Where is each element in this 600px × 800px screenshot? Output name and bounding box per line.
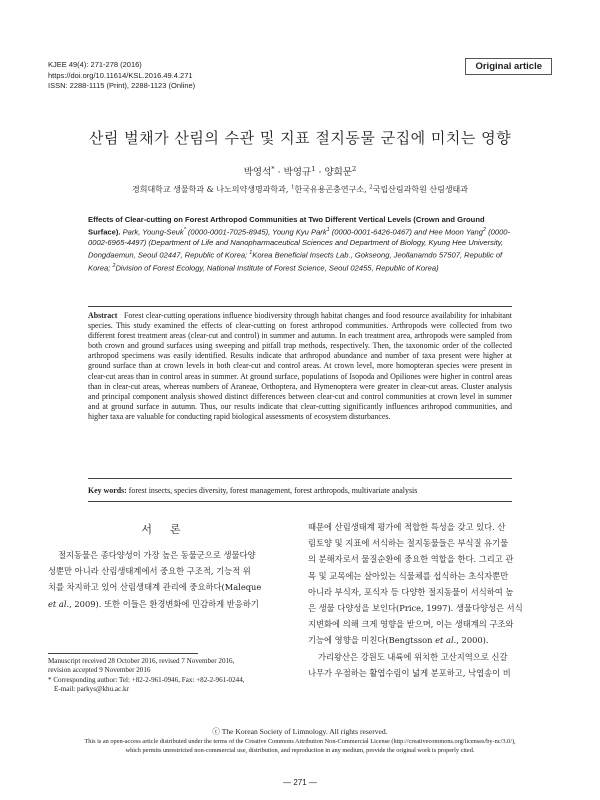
author-sep-2: · <box>315 167 325 178</box>
body-line-text: 기능에 영향을 미친다(Bengtsson <box>308 635 436 646</box>
journal-citation: KJEE 49(4): 271-278 (2016) <box>48 60 142 69</box>
english-affiliation-3-mark: 2 <box>112 263 116 270</box>
keywords-text: forest insects, species diversity, forest management, forest arthropods, multivariate analysis <box>126 486 418 495</box>
english-affiliation-3: Division of Forest Ecology, National Institute of Forest Science, Seoul 02455, Republic of Korea) <box>115 263 439 273</box>
affiliation-2: 한국유용곤충연구소, <box>294 185 370 194</box>
affiliation-2-mark: 1 <box>290 184 295 191</box>
body-line: 지변화에 의해 크게 영향을 받으며, 이는 생태계의 구조와 <box>308 619 514 630</box>
footnote-corresponding: * Corresponding author: Tel: +82-2-961-0946, Fax: +82-2-961-0244, <box>48 675 245 684</box>
body-line: 치를 차지하고 있어 산림생태계 관리에 중요하다(Maleque <box>48 582 262 593</box>
english-author-1: Park, Young-Seuk <box>120 227 184 237</box>
english-affiliation-2-mark: 1 <box>249 250 253 257</box>
english-affiliation-1: (Department of Life and Nanopharmaceutical Sciences and Department of Biology, Kyung Hee University, Dongdaemun, Seoul 02447, Republic of Korea; <box>88 238 504 260</box>
author-sep-1: · <box>274 167 284 178</box>
body-line-text: , 2000). <box>456 635 489 646</box>
footnote-rule <box>48 653 198 654</box>
copyright-notice: ⓒ The Korean Society of Limnology. All rights reserved. <box>212 727 388 736</box>
body-line-text: , 2009). 또한 이들은 환경변화에 민감하게 반응하기 <box>69 598 259 609</box>
english-author-3-mark: 2 <box>483 227 486 234</box>
author-2-mark: 1 <box>311 164 316 173</box>
footnote <box>48 657 292 694</box>
body-line: 때문에 산림생태계 평가에 적합한 특성을 갖고 있다. 산 <box>308 522 506 532</box>
body-line: 아니라 부식자, 포식자 등 다양한 절지동물이 서식하여 높 <box>308 586 514 597</box>
section-heading-introduction: 서론 <box>141 523 199 536</box>
keywords <box>88 486 512 496</box>
english-author-1-mark: * <box>183 227 186 234</box>
abstract-top-rule <box>88 306 512 307</box>
english-affiliation-2: Korea Beneficial Insects Lab., Gokseong, Jeollanamdo 57507, Republic of Korea; <box>88 250 503 273</box>
body-line: 목 및 교목에는 살아있는 식물체를 섭식하는 초식자뿐만 <box>308 570 509 581</box>
body-line: 나무가 우점하는 활엽수림이 넓게 분포하고, 낙엽송이 비 <box>308 667 511 678</box>
footnote-accepted: revision accepted 9 November 2016 <box>48 666 151 675</box>
body-line <box>48 596 292 612</box>
body-line: 의 분해자로서 물질순환에 중요한 역할을 한다. 그리고 관 <box>308 554 514 565</box>
affiliation-korean <box>48 184 552 195</box>
english-title-block <box>88 215 512 274</box>
keywords-label: Key words: <box>88 486 127 495</box>
footnote-received: Manuscript received 28 October 2016, revised 7 November 2016, <box>48 657 235 665</box>
author-1-mark: * <box>271 164 275 173</box>
english-author-2-orcid: (0000-0001-6426-0467) and Hee Moon Yang <box>329 227 484 237</box>
abstract <box>88 311 512 422</box>
citation-etal: et al. <box>48 598 70 609</box>
body-line <box>308 632 552 648</box>
author-3-mark: 2 <box>352 164 357 173</box>
english-title: Effects of Clear-cutting on Forest Arthropod Communities at Two Different Vertical Levels (Crown and Ground Surface). <box>88 215 485 237</box>
abstract-bottom-rule <box>88 478 512 479</box>
license-line-1: This is an open-access article distributed under the terms of the Creative Commons Attribution Non-Commercial License (http://creativecommons.org/licenses/by-nc/3.0/), <box>84 738 516 746</box>
license-block <box>48 728 552 755</box>
body-line: 은 생물 다양성을 보인다(Price, 1997). 생물다양성은 서식 <box>308 603 523 614</box>
english-author-1-orcid: (0000-0001-7025-8945), Young Kyu Park <box>185 227 327 237</box>
body-line: 성뿐만 아니라 산림생태계에서 중요한 구조적, 기능적 위 <box>48 566 251 577</box>
citation-etal: et al. <box>435 635 457 646</box>
author-3: 양희문 <box>324 167 353 178</box>
body-line: 가리왕산은 강원도 내륙에 위치한 고산지역으로 신갈 <box>318 651 508 662</box>
english-author-3-orcid: (0000-0002-6965-4497) <box>88 227 511 248</box>
issn: ISSN: 2288-1115 (Print), 2288-1123 (Online) <box>48 81 196 90</box>
affiliation-3: 국립산림과학원 산림생태과 <box>372 185 468 194</box>
author-2: 박영규 <box>283 167 312 178</box>
page-number: — 271 — <box>283 778 317 787</box>
abstract-label: Abstract <box>88 311 118 320</box>
body-line: 림토양 및 지표에 서식하는 절지동물들은 부식질 유기물 <box>308 538 509 549</box>
abstract-text: Forest clear-cutting operations influence biodiversity through habitat changes and food resource availability for inhabitant species. This study examined the effects of clear-cutting on forest arthropod communities. Arthropods were collected from two different forest treatment areas (clear-cut and control) in summer and autumn. In each treatment area, arthropods were sampled from both crown and ground surfaces using sweeping and pitfall trap methods, respectively. Then, the taxonomic order of the collected arthropod specimens was easily identified. Results indicate that arthropod abundance and number of taxa present were higher at ground surface than at crown levels in both clear-cut and control areas. At crown level, more homopteran species were present in clear-cut areas than in control areas in summer. At ground surface, populations of Isopoda and Opiliones were higher in control areas than in clear-cut areas, whereas numbers of Araneae, Orthoptera, and Hymenoptera were greater in clear-cut areas. Cluster analysis and principal component analysis showed distinct differences between clear-cut and control communities at crown level in summer and at ground surface in autumn. Thus, our results indicate that clear-cutting significantly influences arthropod communities, and higher taxa are valuable for conducting rapid biological assessments of ecosystem disturbances. <box>88 311 512 421</box>
journal-header <box>48 60 195 92</box>
english-author-2-mark: 1 <box>326 227 330 234</box>
doi-link[interactable]: https://doi.org/10.11614/KSL.2016.49.4.271 <box>48 70 193 80</box>
affiliation-3-mark: 2 <box>369 184 373 191</box>
affiliation-1: 경희대학교 생물학과 & 나노의약생명과학과, <box>132 185 291 194</box>
title-korean: 산림 벌채가 산림의 수관 및 지표 절지동물 군집에 미치는 영향 <box>88 129 512 147</box>
author-1: 박영석 <box>243 167 272 178</box>
license-line-2: which permits unrestricted non-commercial use, distribution, and reproduction in any medium, provide the original work is properly cited. <box>125 746 475 754</box>
left-column-body <box>48 547 292 612</box>
keywords-bottom-rule <box>88 501 512 502</box>
body-line: 절지동물은 종다양성이 가장 높은 동물군으로 생물다양 <box>58 550 256 560</box>
footnote-email[interactable]: E-mail: parkys@khu.ac.kr <box>54 684 129 693</box>
article-type-badge: Original article <box>465 58 552 75</box>
right-column-body <box>308 519 552 681</box>
authors-korean <box>48 164 552 178</box>
